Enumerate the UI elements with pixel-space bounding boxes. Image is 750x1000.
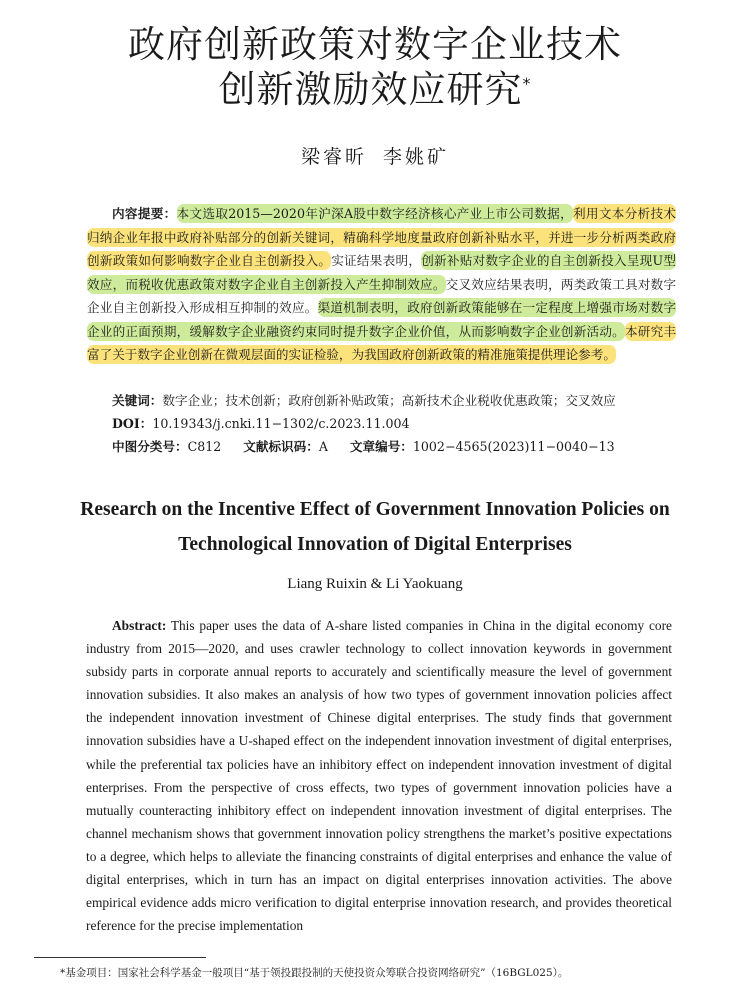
abstract-cn-text-cross: 交叉效应结果表明，两类政策工具对数字企业自主创新投入形成相互抑制的效应。 — [87, 276, 677, 315]
highlight-findings: 创新补贴对数字企业的自主创新投入呈现U型效应，而税收优惠政策对数字企业自主创新投入产生抑制效应。 — [87, 253, 677, 292]
english-title-line-2: Technological Innovation of Digital Enterprises — [178, 534, 572, 555]
chinese-abstract — [87, 202, 676, 367]
keywords-text: 数字企业；技术创新；政府创新补贴政策；高新技术企业税收优惠政策；交叉效应 — [162, 393, 616, 408]
highlight-mechanism: 渠道机制表明，政府创新政策能够在一定程度上增强市场对数字企业的正面预期，缓解数字企业融资约束同时提升数字企业价值，从而影响数字企业创新活动。 — [87, 300, 677, 339]
highlight-method: 利用文本分析技术归纳企业年报中政府补贴部分的创新关键词，精确科学地度量政府创新补贴水平，并进一步分析两类政府创新政策如何影响数字企业自主创新投入。 — [87, 206, 677, 268]
article-number-value: 1002−4565(2023)11−0040−13 — [412, 439, 615, 454]
footnote-divider — [34, 957, 206, 958]
doi-label: DOI： — [112, 416, 153, 431]
doi-line — [112, 414, 682, 434]
chinese-authors — [0, 142, 750, 169]
chinese-title-line-1: 政府创新政策对数字企业技术 — [128, 23, 622, 66]
doc-code-label: 文献标识码： — [243, 439, 319, 454]
clc-label: 中图分类号： — [112, 439, 188, 454]
english-title — [40, 492, 710, 562]
english-title-line-1: Research on the Incentive Effect of Government Innovation Policies on — [80, 499, 670, 520]
english-abstract — [86, 614, 672, 937]
doc-code-value: A — [318, 439, 328, 454]
highlight-contribution: 本研究丰富了关于数字企业创新在微观层面的实证检验，为我国政府创新政策的精准施策提供理论参考。 — [87, 323, 677, 362]
clc-value: C812 — [187, 439, 222, 454]
author-1-cn: 梁睿昕 — [300, 146, 367, 168]
chinese-title — [0, 22, 750, 112]
doi-value: 10.19343/j.cnki.11−1302/c.2023.11.004 — [152, 416, 410, 431]
highlight-data-source: 本文选取2015—2020年沪深A股中数字经济核心产业上市公司数据， — [176, 206, 574, 221]
abstract-cn-text: 实证结果表明， — [331, 253, 422, 268]
abstract-cn-label: 内容提要： — [112, 206, 177, 221]
keywords-label: 关键词： — [112, 393, 163, 408]
chinese-title-line-2 — [0, 67, 750, 112]
chinese-title-line-2-text: 创新激励效应研究 — [218, 68, 523, 111]
abstract-en-label: Abstract: — [112, 618, 167, 633]
funding-footnote-mark: * — [522, 74, 532, 93]
classification-line — [112, 437, 682, 457]
article-number-label: 文章编号： — [349, 439, 413, 454]
english-authors: Liang Ruixin & Li Yaokuang — [287, 576, 463, 592]
keywords-line — [112, 391, 682, 411]
funding-footnote: *基金项目：国家社会科学基金一般项目“基于领投跟投制的天使投资众筹联合投资网络研究”（16BGL025）。 — [60, 967, 569, 979]
author-2-cn: 李姚矿 — [383, 146, 450, 168]
abstract-en-text: This paper uses the data of A-share listed companies in China in the digital economy core industry from 2015—2020, and uses crawler technology to collect innovation keywords in government subsidy parts in corporate annual reports to accurately and scientifically measure the level of government innovation subsidies. It also makes an analysis of how two types of government innovation policies affect the independent innovation investment of Chinese digital enterprises. The study finds that government innovation subsidies have a U-shaped effect on the independent innovation investment of digital enterprises, while the preferential tax policies have an inhibitory effect on independent innovation investment of digital enterprises. From the perspective of cross effects, two types of government innovation policies have a mutually counteracting inhibitory effect on independent innovation investment of digital enterprises. The channel mechanism shows that government innovation policy strengthens the market’s positive expectations to a degree, which helps to alleviate the financing constraints of digital enterprises and enhance the value of digital enterprises, which in turn has an impact on digital enterprises innovation activities. The above empirical evidence adds micro verification to digital enterprise innovation research, and provides theoretical reference for the precise implementation — [86, 618, 672, 934]
